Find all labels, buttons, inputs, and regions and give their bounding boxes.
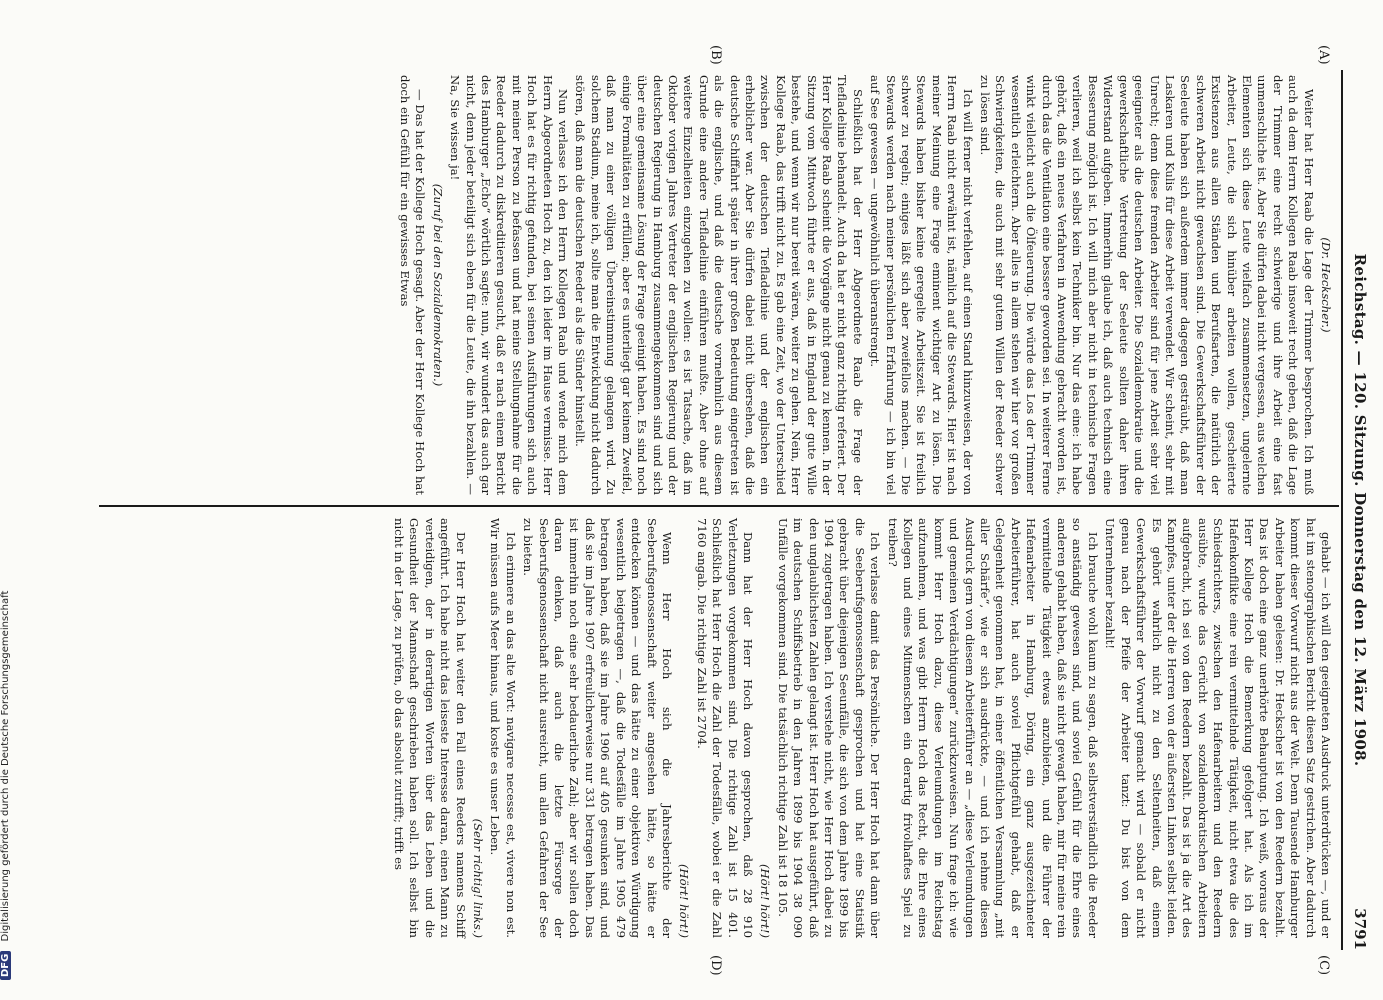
interjection: (Hört! hört!) [677,864,692,938]
footer-text: Digitalisierung gefördert durch die Deutsche Forschungsgemeinschaft [0,590,11,942]
page-header [1347,70,1369,950]
dfg-logo: DFG [0,951,11,980]
right-column [389,518,1333,938]
left-column [395,75,1333,495]
paragraph: Nun verlasse ich den Herrn Kollegen Raab und wende mich dem Herrn Abgeordneten Hoch zu, den ich leider im Hause vermisse. Herr Hoch hat es für richtig gefunden, bei seinen Ausführungen sich auch mit meiner Person zu befassen und hat meine Stellungnahme für die Reeder dadurch zu diskreditieren gesucht, daß er nach einem Bericht des Hamburger „Echo“ wörtlich sagte: nun, wir wundert das auch gar nicht, denn jeder beteiligt sich eben für die Leute, die ihn bezahlen. — Na, Sie wissen ja! [448,75,571,495]
footer-credit [0,591,11,980]
interjection: (Zuruf bei den Sozialdemokraten.) [430,183,445,387]
paragraph: Ich brauche wohl kaum zu sagen, daß selbstverständlich die Reeder so anständig gewesen sind, und soviel Gefühl für die Ehre eines anderen gehabt haben, daß sie nicht gewagt haben, mir für meine rein vermittelnde Tätigkeit etwas anzubieten, und die Führer der Hafenarbeiter in Hamburg, Döring, ein ganz ausgezeichneter Arbeiterführer, hat auch soviel Pflichtgefühl gehabt, daß er Gelegenheit genommen hat, in einer öffentlichen Versammlung „mit aller Schärfe“, wie er sich ausdrückte, — und ich nehme diesen Ausdruck gern von diesem Arbeiterführer an — „diese Verleumdungen und gemeinen Verdächtigungen“ zurückzuweisen. Nun frage ich: wie kommt Herr Hoch dazu, diese Verleumdungen im Reichstag aufzunehmen, und was gibt Herrn Hoch das Recht, die Ehre eines Kollegen und eines Mitmenschen ein derartig frivolhaftes Spiel zu treiben? [885,518,1100,938]
interjection: (Sehr richtig! links.) [471,818,486,938]
paragraph: Ich verlasse damit das Persönliche. Der Herr Hoch hat dann über die Seeberufsgenossenschaft gesprochen und hat eine Statistik gebracht über diejenigen Seeunfälle, die sich von dem Jahre 1899 bis 1904 zugetragen haben. Ich verstehe nicht, wie Herr Hoch dabei zu den unglaublichsten Zahlen gelangt ist. Herr Hoch hat ausgeführt, daß im deutschen Schiffsbetrieb in den Jahren 1899 bis 1904 38 090 Unfälle vorgekommen sind. Die tatsächlich richtige Zahl ist 18 105. [775,518,883,938]
page-title: Reichstag. — 120. Sitzung. Donnerstag den 12. März 1908. [1351,253,1369,767]
paragraph: Der Herr Hoch hat weiter den Fall eines Reeders namens Schiff angeführt. Ich habe nicht das leiseste Interesse daran, einen Mann zu verteidigen, der in derartigen Worten über das Leben und die Gesundheit der Mannschaft geschrieben haben soll. Ich selbst bin nicht in der Lage, zu prüfen, ob das absolut zutrifft; trifft es [392,518,468,938]
paragraph: Schließlich hat der Herr Abgeordnete Raab die Frage der Tiefladelinie behandelt. Auch da hat er nicht ganz richtig referiert. Der Herr Kollege Raab scheint die Vorgänge nicht genau zu kennen. In der Sitzung vom Mittwoch führte er aus, daß in England der gute Wille bestehe, und wenn wir nur bereit wären, weiter zu gehen. Nein, Herr Kollege Raab, das trifft nicht zu. Es gab eine Zeit, wo der Unterschied zwischen der deutschen Tiefladelinie und der englischen ein erheblicher war. Aber Sie dürfen dabei nicht übersehen, daß die deutsche Schiffahrt später in ihrer großen Bedeutung eingetreten ist als die englische, und daß die deutsche vornehmlich aus diesem Grunde eine andere Tiefladelinie einführen mußte. Aber ohne auf weitere Einzelheiten einzugehen zu wollen: es ist Tatsache, daß im Oktober vorigen Jahres Vertreter der englischen Regierung und der deutschen Regierung in Hamburg zusammengekommen sind und sich über eine gemeinsame Lösung der Frage geeinigt haben. Es sind noch einige Formalitäten zu erfüllen; aber es unterliegt gar keinem Zweifel, daß man zu einer völligen Übereinstimmung gelangen wird. Zu solchem Stadium, meine ich, sollte man die Entwicklung nicht dadurch stören, daß man die deutschen Reeder als die Sünder hinstellt. [573,75,865,495]
paragraph: Ich erinnere an das alte Wort: navigare necesse est, vivere non est. Wir müssen aufs Meer hinaus, und koste es unser Leben. [488,518,518,938]
margin-mark-c: (C) [1316,955,1331,976]
paragraph: — Das hat der Kollege Hoch gesagt. Aber der Herr Kollege Hoch hat doch ein Gefühl für ein gewisses Etwas [398,75,428,495]
speaker-label: (Dr. Heckscher.) [1319,237,1333,333]
interjection: (Hört! hört!) [758,864,773,938]
column-separator [99,505,1339,507]
header-rule [1341,70,1343,950]
paragraph: gehabt — ich will den geeigneten Ausdruck unterdrücken —, und er hat im stenographischen Bericht diesen Satz gestrichen. Aber dadurch kommt dieser Vorwurf nicht aus der Welt. Denn Tausende Hamburger Arbeiter haben gelesen: Dr. Heckscher ist von den Reedern bezahlt. Das ist doch eine ganz unerhörte Behauptung. Ich weiß, woraus der Herr Kollege Hoch die Bemerkung gefolgert hat. Als ich im Hafenkonflikte eine rein vermittelnde Tätigkeit, nicht etwa die des Schiedsrichters, zwischen den Hafenarbeitern und den Reedern ausübte, wurde das Gerücht von sozialdemokratischen Arbeitern aufgebracht, ich sei von den Reedern bezahlt. Das ist ja die Art des Kampfes, unter der die Herren von der äußersten Linken selbst leiden. Es gehört wahrlich nicht zu den Seltenheiten, daß einem Gewerkschaftsführer der Vorwurf gemacht wird — sobald er nicht genau nach der Pfeife der Arbeiter tanzt: Du bist von dem Unternehmer bezahlt! [1103,518,1333,938]
paragraph: Ich will ferner nicht verfehlen, auf einen Stand hinzuweisen, der von Herrn Raab nicht erwähnt ist, nämlich auf die Stewards. Hier ist nach meiner Meinung eine Frage eminent wichtiger Art zu lösen. Die Stewards haben bisher keine geregelte Arbeitszeit. Sie ist freilich schwer zu regeln; einiges läßt sich aber zweifellos machen. — Die Stewards werden nach meiner persönlichen Erfahrung — ich bin viel auf See gewesen — ungewöhnlich überanstrengt. [868,75,975,495]
paragraph: Dann hat der Herr Hoch davon gesprochen, daß 28 910 Verletzungen vorgekommen sind. Die richtige Zahl ist 15 401. Schließlich hat Herr Hoch die Zahl der Todesfälle, wobei er die Zahl 7160 angab. Die richtige Zahl ist 2704. [694,518,755,938]
margin-mark-d: (D) [708,955,723,976]
margin-mark-a: (A) [1316,45,1331,65]
paragraph: Wenn Herr Hoch sich die Jahresberichte der Seeberufsgenossenschaft weiter angesehen hätte, so hätte er entdecken können — und das hätte zu einer objektiven Würdigung wesentlich beigetragen —, daß die Todesfälle im Jahre 1905 479 betragen haben, daß sie im Jahre 1906 auf 405 gesunken sind, und daß sie im Jahre 1907 erfreulicherweise nur 331 betragen haben. Das ist immerhin noch eine sehr bedauerliche Zahl; aber wir sollen doch daran denken, daß auch die letzte Fürsorge der Seeberufsgenossenschaft nicht ausreicht, um allen Gefahren der See zu bieten. [521,518,674,938]
margin-mark-b: (B) [708,45,723,65]
page-number: 3791 [1351,908,1369,950]
paragraph: Weiter hat Herr Raab die Lage der Trimmer besprochen. Ich muß auch da dem Herrn Kollegen Raab insoweit recht geben, daß die Lage der Trimmer eine recht schwierige und ihre Arbeit eine fast unmenschliche ist. Aber Sie dürfen dabei nicht vergessen, aus welchen Elementen sich diese Leute vielfach zusammensetzen, ungelernte Arbeiter, Leute, die sich hinüber arbeiten wollen, gescheiterte Existenzen aus allen Ständen und Berufsarten, die natürlich der schweren Arbeit nicht gewachsen sind. Die Gewerkschaftsführer der Seeleute haben sich außerdem immer dagegen gesträubt, daß man Laskaren und Kulis für diese Arbeit verwendet. Wir scheint, sehr mit Unrecht; denn diese fremden Arbeiter sind für jene Arbeit sehr viel geeigneter als die deutschen Arbeiter. Die Sozialdemokratie und die gewerkschaftliche Vertretung der Seeleute sollten daher ihren Widerstand aufgeben. Immerhin glaube ich, daß auch technisch eine Besserung möglich ist. Ich will mich aber nicht in technische Fragen verlieren, weil ich selbst kein Techniker bin. Nur das eine: ich habe gehört, daß ein neues Verfahren in Anwendung gebracht worden ist, durch das die Ventilation eine bessere geworden sei. In weiterer Ferne winkt vielleicht auch die Ölfeuerung. Die würde das Los der Trimmer wesentlich erleichtern. Aber alles in allem stehen wir hier vor großen Schwierigkeiten, die auch mit sehr gutem Willen der Reeder schwer zu lösen sind. [978,75,1316,495]
